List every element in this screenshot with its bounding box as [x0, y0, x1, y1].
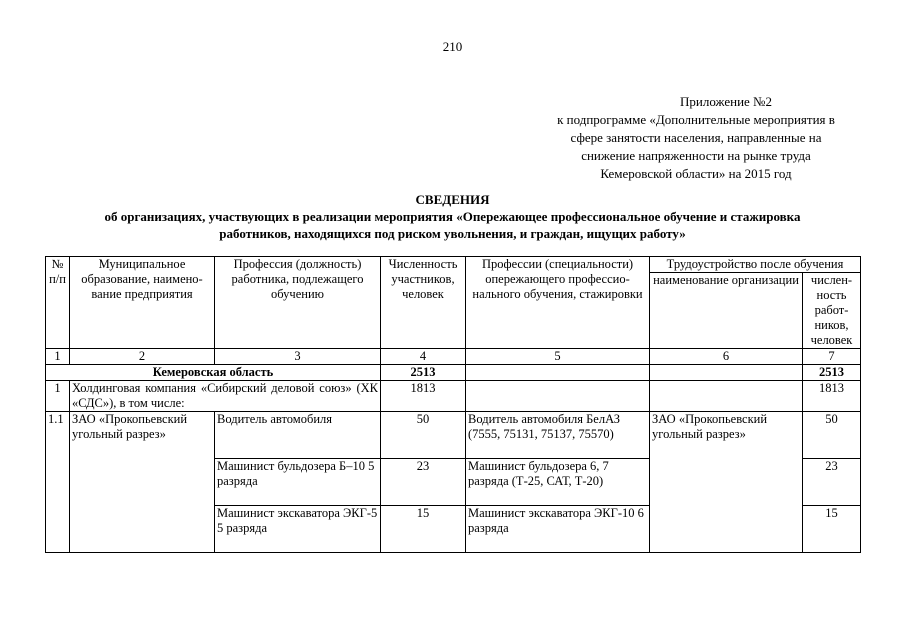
appendix-note — [520, 93, 872, 183]
participants-cell: 50 — [381, 412, 466, 459]
profession-cell: Машинист экскаватора ЭКГ-5 5 разряда — [215, 506, 381, 553]
header-workers: числен-ность работ-ников, человек — [803, 273, 861, 349]
document-heading — [0, 191, 905, 242]
header-participants: Численность участников, человек — [381, 257, 466, 349]
training-cell: Водитель автомобиля БелАЗ (7555, 75131, 75137, 75570) — [466, 412, 650, 459]
column-number: 4 — [381, 349, 466, 365]
header-municipality: Муниципальное образование, наимено-вание предприятия — [70, 257, 215, 349]
appendix-line: Кемеровской области» на 2015 год — [600, 166, 792, 181]
empty-cell — [466, 381, 650, 412]
column-number: 5 — [466, 349, 650, 365]
column-numbers-row — [46, 349, 861, 365]
profession-cell: Водитель автомобиля — [215, 412, 381, 459]
header-employment: Трудоустройство после обучения — [650, 257, 861, 273]
organizations-table — [45, 256, 861, 553]
workers-cell: 23 — [803, 459, 861, 506]
heading-title: СВЕДЕНИЯ — [415, 192, 490, 207]
training-cell: Машинист бульдозера 6, 7 разряда (Т-25, САТ, Т-20) — [466, 459, 650, 506]
empty-cell — [466, 365, 650, 381]
appendix-line: к подпрограмме «Дополнительные мероприятия в — [557, 112, 835, 127]
column-number: 3 — [215, 349, 381, 365]
header-num: № п/п — [46, 257, 70, 349]
column-number: 1 — [46, 349, 70, 365]
workers-cell: 15 — [803, 506, 861, 553]
company-name: ЗАО «Прокопьевский угольный разрез» — [70, 412, 215, 553]
empty-cell — [650, 365, 803, 381]
holding-name: Холдинговая компания «Сибирский деловой союз» (ХК «СДС»), в том числе: — [70, 381, 381, 412]
region-name: Кемеровская область — [46, 365, 381, 381]
holding-num: 1 — [46, 381, 70, 412]
column-number: 6 — [650, 349, 803, 365]
holding-workers: 1813 — [803, 381, 861, 412]
region-workers: 2513 — [803, 365, 861, 381]
profession-cell: Машинист бульдозера Б–10 5 разряда — [215, 459, 381, 506]
page-number: 210 — [442, 39, 463, 54]
holding-row — [46, 381, 861, 412]
column-number: 7 — [803, 349, 861, 365]
holding-participants: 1813 — [381, 381, 466, 412]
header-training: Профессии (специальности) опережающего профессио-нального обучения, стажировки — [466, 257, 650, 349]
participants-cell: 23 — [381, 459, 466, 506]
header-org-name: наименование организации — [650, 273, 803, 349]
region-total-row — [46, 365, 861, 381]
company-num: 1.1 — [46, 412, 70, 553]
table-row — [46, 412, 861, 459]
column-number: 2 — [70, 349, 215, 365]
appendix-title: Приложение №2 — [680, 94, 772, 109]
training-cell: Машинист экскаватора ЭКГ-10 6 разряда — [466, 506, 650, 553]
appendix-line: снижение напряженности на рынке труда — [581, 148, 811, 163]
participants-cell: 15 — [381, 506, 466, 553]
region-participants: 2513 — [381, 365, 466, 381]
header-row — [46, 257, 861, 273]
employer-name: ЗАО «Прокопьевский угольный разрез» — [650, 412, 803, 553]
heading-subtitle-line: работников, находящихся под риском увольнения, и граждан, ищущих работу» — [219, 226, 686, 241]
workers-cell: 50 — [803, 412, 861, 459]
header-profession: Профессия (должность) работника, подлежащего обучению — [215, 257, 381, 349]
appendix-line: сфере занятости населения, направленные на — [570, 130, 822, 145]
empty-cell — [650, 381, 803, 412]
heading-subtitle-line: об организациях, участвующих в реализации мероприятия «Опережающее профессиональное обучение и стажировка — [104, 209, 801, 224]
